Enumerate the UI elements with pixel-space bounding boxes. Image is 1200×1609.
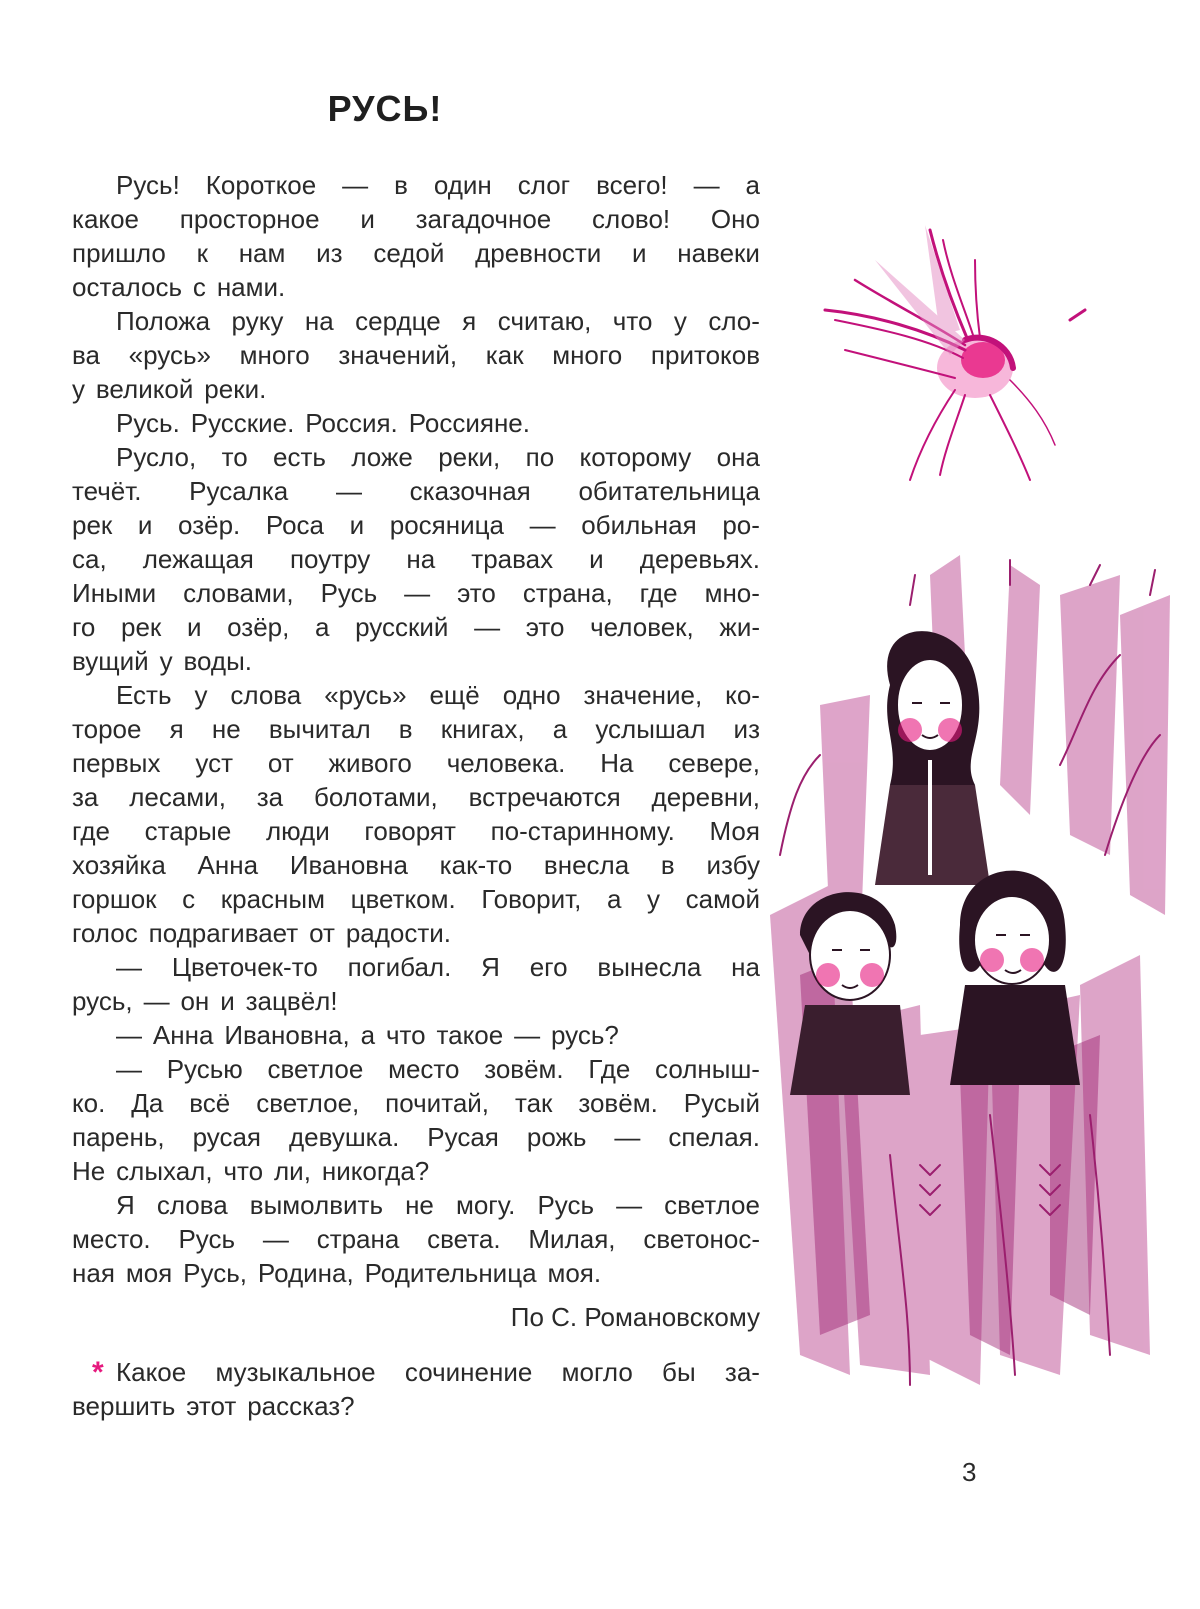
word: Русские.: [190, 408, 295, 438]
word: Русь: [320, 578, 378, 608]
word: Какое: [116, 1357, 187, 1387]
word: и: [631, 238, 647, 268]
story-line: [72, 508, 760, 542]
word: жи-: [719, 612, 760, 642]
word: внесла: [543, 850, 630, 880]
word: по-старинному.: [490, 816, 675, 846]
word: —: [529, 510, 556, 540]
story-line: [72, 1154, 760, 1188]
word: моя: [125, 1258, 173, 1288]
word: —: [335, 476, 362, 506]
word: подрагивает: [148, 918, 299, 948]
word: русая: [192, 1122, 261, 1152]
word: а: [552, 714, 568, 744]
word: за: [256, 782, 284, 812]
word: росяница: [389, 510, 504, 540]
word: словами,: [183, 578, 294, 608]
word: а: [606, 884, 622, 914]
word: Моя: [709, 816, 760, 846]
word: реки.: [204, 374, 267, 404]
word: Ивановна,: [224, 1020, 350, 1050]
word: за: [72, 782, 99, 812]
word: с: [192, 272, 206, 302]
word: я: [462, 306, 477, 336]
word: один: [433, 170, 492, 200]
word: это: [457, 578, 496, 608]
story-line: [72, 1052, 760, 1086]
word: Россия.: [305, 408, 398, 438]
word: обильная: [581, 510, 697, 540]
word: Роса: [265, 510, 325, 540]
word: горшок: [72, 884, 157, 914]
word: Анна: [152, 1020, 214, 1050]
word: притоков: [650, 340, 760, 370]
word: человек,: [590, 612, 694, 642]
word: солныш‑: [655, 1054, 760, 1084]
question-line: [72, 1355, 760, 1389]
word: музыкальное: [215, 1357, 376, 1387]
word: сказочная: [409, 476, 531, 506]
word: говорят: [364, 816, 456, 846]
sun-bird-illustration: [815, 220, 1095, 490]
word: озёр.: [178, 510, 241, 540]
word: избу: [706, 850, 760, 880]
word: Положа: [116, 306, 211, 336]
word: «русь»: [128, 340, 211, 370]
word: Русая: [427, 1122, 499, 1152]
word: рек: [72, 510, 113, 540]
word: цветком.: [350, 884, 456, 914]
story-line: [72, 270, 760, 304]
story-line: [72, 168, 760, 202]
girl-figure: [950, 871, 1080, 1085]
word: у: [159, 646, 173, 676]
word: седой: [373, 238, 445, 268]
word: вымолвить: [249, 1190, 384, 1220]
mother-figure: [875, 631, 990, 885]
word: пришло: [72, 238, 166, 268]
story-line: [72, 780, 760, 814]
question-block: [72, 1355, 760, 1423]
word: светлое: [664, 1190, 760, 1220]
word: —: [116, 1054, 142, 1084]
word: руку: [231, 306, 284, 336]
word: у: [72, 374, 85, 404]
word: Говорит,: [481, 884, 582, 914]
word: слыхал,: [116, 1156, 213, 1186]
word: моя.: [547, 1258, 602, 1288]
story-line: [72, 304, 760, 338]
word: старые: [144, 816, 232, 846]
word: светонос-: [643, 1224, 760, 1254]
word: —: [404, 578, 431, 608]
story-line: [72, 372, 760, 406]
word: от: [309, 918, 335, 948]
word: человека.: [446, 748, 566, 778]
word: вершить: [72, 1391, 176, 1421]
word: навеки: [677, 238, 760, 268]
word: —: [262, 1224, 289, 1254]
story-line: [72, 814, 760, 848]
word: много: [552, 340, 623, 370]
word: Русь.: [116, 408, 180, 438]
word: Русью: [166, 1054, 243, 1084]
story-line: [72, 848, 760, 882]
word: нам: [238, 238, 286, 268]
word: место.: [72, 1224, 151, 1254]
word: зовём.: [484, 1054, 564, 1084]
word: Русь: [178, 1224, 236, 1254]
word: зацвёл!: [245, 986, 338, 1016]
word: Русь,: [183, 1258, 247, 1288]
story-line: [72, 916, 760, 950]
word: красным: [220, 884, 325, 914]
story-line: [72, 474, 760, 508]
word: ложе: [351, 442, 413, 472]
word: обитательница: [578, 476, 760, 506]
word: русь?: [550, 1020, 619, 1050]
word: —: [616, 1190, 643, 1220]
word: а: [745, 170, 760, 200]
story-line: [72, 576, 760, 610]
word: то: [221, 442, 248, 472]
word: ещё: [429, 680, 480, 710]
word: есть: [273, 442, 326, 472]
word: нами.: [216, 272, 286, 302]
word: всё: [189, 1088, 231, 1118]
word: страна: [316, 1224, 400, 1254]
story-line: [72, 1222, 760, 1256]
word: и: [349, 510, 365, 540]
word: слова: [230, 680, 302, 710]
word: погибал.: [347, 952, 452, 982]
story-line: [72, 1086, 760, 1120]
word: Иными: [72, 578, 157, 608]
word: где: [639, 578, 678, 608]
word: вынесла: [597, 952, 702, 982]
word: Где: [588, 1054, 631, 1084]
word: Россияне.: [408, 408, 530, 438]
word: его: [529, 952, 568, 982]
word: где: [72, 816, 110, 846]
word: сочинение: [404, 1357, 533, 1387]
word: значений,: [338, 340, 458, 370]
word: а: [315, 612, 330, 642]
word: —: [143, 986, 170, 1016]
word: на: [406, 544, 436, 574]
word: течёт.: [72, 476, 142, 506]
word: что: [385, 1020, 426, 1050]
word: место: [388, 1054, 460, 1084]
question-text: [72, 1355, 760, 1423]
word: на: [731, 952, 760, 982]
word: го: [72, 612, 96, 642]
story-line: [72, 542, 760, 576]
word: лежащая: [142, 544, 254, 574]
author-attribution: По С. Романовскому: [510, 1302, 760, 1332]
word: что: [223, 1156, 264, 1186]
story-line: [72, 610, 760, 644]
word: и: [137, 510, 153, 540]
word: от: [267, 748, 294, 778]
word: за-: [724, 1357, 760, 1387]
word: ва: [72, 340, 100, 370]
word: торое: [72, 714, 142, 744]
word: это: [525, 612, 565, 642]
word: Милая,: [528, 1224, 616, 1254]
word: Русь!: [116, 170, 180, 200]
word: что: [612, 306, 653, 336]
word: она: [716, 442, 760, 472]
word: —: [693, 170, 720, 200]
word: русский: [355, 612, 449, 642]
word: а: [360, 1020, 376, 1050]
word: сердце: [355, 306, 441, 336]
word: в: [660, 850, 675, 880]
word: из: [316, 238, 343, 268]
word: никогда?: [321, 1156, 430, 1186]
word: к: [196, 238, 208, 268]
word: —: [342, 170, 369, 200]
story-line: [72, 1120, 760, 1154]
word: из: [733, 714, 760, 744]
word: могло: [561, 1357, 633, 1387]
word: «русь»: [324, 680, 407, 710]
story-line: [72, 712, 760, 746]
word: Цветочек-то: [171, 952, 318, 982]
word: русь,: [72, 986, 133, 1016]
word: первых: [72, 748, 161, 778]
word: вущий: [72, 646, 149, 676]
word: у: [194, 680, 208, 710]
word: какое: [72, 204, 139, 234]
word: Ивановна: [289, 850, 408, 880]
word: Я: [481, 952, 500, 982]
word: Анна: [197, 850, 259, 880]
word: Русло,: [116, 442, 197, 472]
word: загадочное: [415, 204, 552, 234]
word: древности: [475, 238, 602, 268]
word: Русь: [537, 1190, 595, 1220]
word: и: [589, 544, 604, 574]
word: ро-: [722, 510, 760, 540]
word: болотами,: [313, 782, 438, 812]
word: всего!: [596, 170, 668, 200]
word: поутру: [289, 544, 371, 574]
word: я: [169, 714, 184, 744]
word: не: [405, 1190, 434, 1220]
word: Короткое: [205, 170, 317, 200]
word: деревни,: [651, 782, 760, 812]
word: лесами,: [129, 782, 226, 812]
word: слог: [517, 170, 571, 200]
word: которому: [579, 442, 692, 472]
word: са,: [72, 544, 107, 574]
word: вычитал: [268, 714, 371, 744]
word: и: [186, 612, 202, 642]
word: радости.: [345, 918, 452, 948]
word: реки,: [438, 442, 501, 472]
word: ко-: [725, 680, 760, 710]
story-line: [72, 406, 760, 440]
word: Русый: [683, 1088, 760, 1118]
word: —: [614, 1122, 641, 1152]
word: встречаются: [468, 782, 621, 812]
word: парень,: [72, 1122, 165, 1152]
word: Есть: [116, 680, 172, 710]
story-line: [72, 882, 760, 916]
word: считаю,: [497, 306, 592, 336]
word: этот: [186, 1391, 237, 1421]
word: люди: [265, 816, 330, 846]
story-line: [72, 746, 760, 780]
word: —: [474, 612, 501, 642]
word: рассказ?: [247, 1391, 355, 1421]
children-in-rye-illustration: [760, 555, 1180, 1395]
word: Родительница: [364, 1258, 537, 1288]
word: самой: [685, 884, 760, 914]
word: слова: [156, 1190, 228, 1220]
story-line: [72, 440, 760, 474]
story-line: [72, 644, 760, 678]
word: спелая.: [668, 1122, 760, 1152]
question-star-icon: *: [92, 1356, 104, 1389]
word: и: [360, 204, 375, 234]
word: слово!: [592, 204, 671, 234]
word: —: [116, 1020, 142, 1050]
word: девушка.: [288, 1122, 400, 1152]
word: одно: [502, 680, 561, 710]
story-text: [72, 168, 760, 1290]
word: бы: [662, 1357, 696, 1387]
word: живого: [328, 748, 412, 778]
story-line: [72, 984, 760, 1018]
word: Не: [72, 1156, 106, 1186]
word: ная: [72, 1258, 115, 1288]
word: озёр,: [227, 612, 290, 642]
word: рек: [121, 612, 162, 642]
word: так: [514, 1088, 553, 1118]
word: он: [180, 986, 210, 1016]
word: услышал: [595, 714, 706, 744]
word: могу.: [455, 1190, 516, 1220]
story-line: [72, 338, 760, 372]
word: на: [304, 306, 334, 336]
word: много: [239, 340, 310, 370]
word: света.: [427, 1224, 501, 1254]
word: по: [525, 442, 555, 472]
word: такое: [436, 1020, 504, 1050]
word: Русалка: [189, 476, 289, 506]
word: рожь: [526, 1122, 587, 1152]
word: сло-: [708, 306, 760, 336]
story-line: [72, 236, 760, 270]
word: как-то: [439, 850, 513, 880]
word: Я: [116, 1190, 135, 1220]
story-line: [72, 1256, 760, 1290]
story-line: [72, 678, 760, 712]
word: осталось: [72, 272, 183, 302]
word: почитай,: [385, 1088, 490, 1118]
story-line: [72, 1188, 760, 1222]
word: в: [394, 170, 408, 200]
word: светлое,: [256, 1088, 360, 1118]
word: как: [485, 340, 524, 370]
word: книгах,: [440, 714, 525, 744]
word: Оно: [710, 204, 760, 234]
word: травах: [471, 544, 554, 574]
word: страна,: [522, 578, 613, 608]
word: —: [116, 952, 142, 982]
page-title: РУСЬ!: [327, 88, 443, 129]
word: у: [647, 884, 661, 914]
page-number: 3: [962, 1457, 977, 1487]
word: ли,: [274, 1156, 311, 1186]
word: На: [600, 748, 634, 778]
word: деревьях.: [639, 544, 760, 574]
word: Да: [131, 1088, 164, 1118]
word: значение,: [583, 680, 703, 710]
word: мно-: [704, 578, 760, 608]
word: великой: [95, 374, 194, 404]
word: не: [211, 714, 241, 744]
question-line: [72, 1389, 760, 1423]
word: просторное: [179, 204, 320, 234]
word: зовём.: [578, 1088, 658, 1118]
story-line: [72, 950, 760, 984]
word: хозяйка: [72, 850, 166, 880]
word: голос: [72, 918, 138, 948]
word: —: [514, 1020, 541, 1050]
word: Родина,: [257, 1258, 354, 1288]
word: уст: [195, 748, 233, 778]
word: у: [673, 306, 687, 336]
word: в: [398, 714, 413, 744]
word: светлое: [267, 1054, 364, 1084]
word: севере,: [668, 748, 760, 778]
word: воды.: [183, 646, 252, 676]
story-line: [72, 1018, 760, 1052]
word: ко.: [72, 1088, 106, 1118]
story-line: [72, 202, 760, 236]
word: и: [220, 986, 235, 1016]
word: с: [182, 884, 196, 914]
